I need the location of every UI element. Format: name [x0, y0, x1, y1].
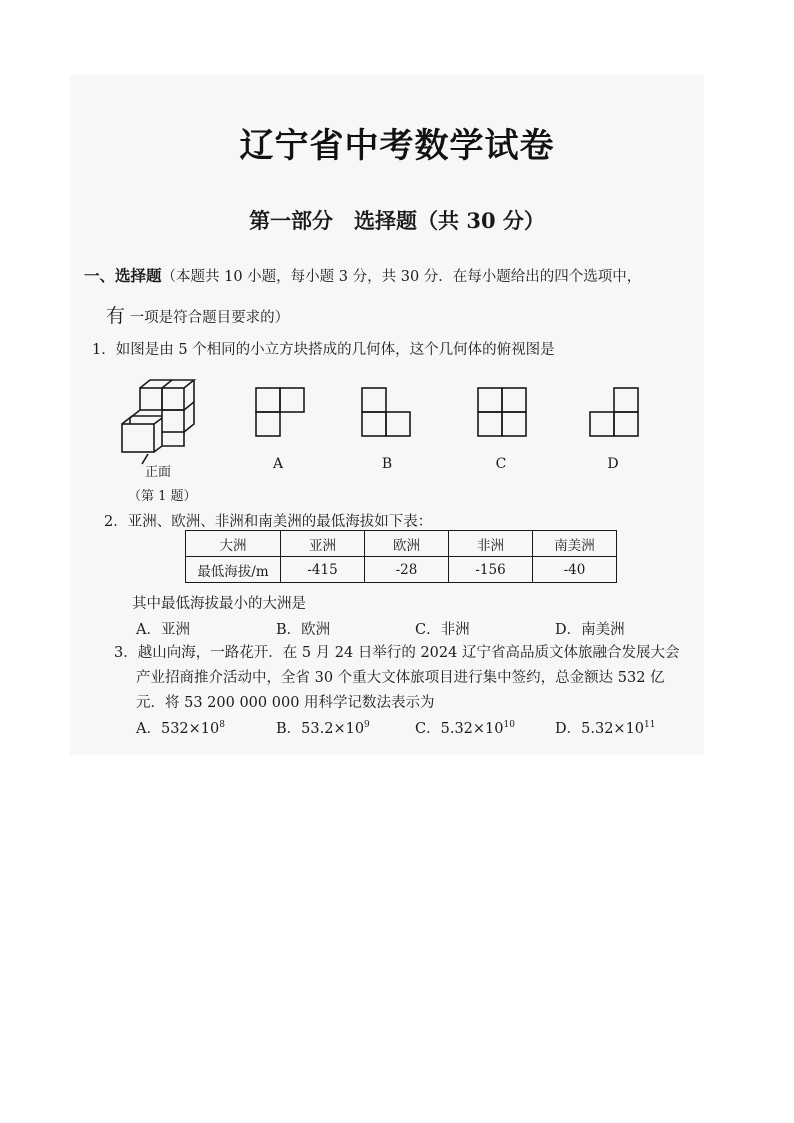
front-view-label: 正面 [145, 465, 172, 480]
q3-option-c-base: 5.32×10 [440, 721, 504, 737]
q3-option-d-base: 5.32×10 [581, 721, 645, 737]
q3-option-b-exponent: 9 [364, 720, 370, 730]
q1-solid-figure [118, 378, 198, 458]
q3-option-d-label: D． [555, 721, 582, 737]
q3-option-a-exponent: 8 [219, 720, 225, 730]
table-cell: -40 [533, 557, 617, 583]
table-header-cell: 非洲 [449, 531, 533, 557]
question-1-number: 1． [92, 342, 116, 358]
q1-option-b-figure [362, 388, 412, 438]
q3-option-b-base: 53.2×10 [301, 721, 365, 737]
q3-option-a-label: A． [136, 721, 161, 737]
q3-option-a-base: 532×10 [160, 721, 220, 737]
table-cell: 最低海拔/m [186, 557, 281, 583]
table-cell: -28 [365, 557, 449, 583]
q1-option-c-label: C [495, 456, 507, 472]
question-1 [92, 338, 555, 359]
question-3-text-1: 越山向海，一路花开．在 5 月 24 日举行的 2024 辽宁省高品质文体旅融合发展大会 [137, 645, 680, 661]
q3-option-a [136, 717, 225, 738]
q2-option-b: B．欧洲 [276, 622, 331, 638]
table-cell: -415 [281, 557, 365, 583]
question-1-stem: 如图是由 5 个相同的小立方块搭成的几何体，这个几何体的俯视图是 [115, 342, 555, 358]
q3-option-d-exponent: 11 [644, 720, 656, 730]
instruction-rest: 一项是符合题目要求的） [129, 310, 290, 326]
q3-option-c-exponent: 10 [503, 720, 515, 730]
q3-option-b-label: B． [276, 721, 302, 737]
q2-option-d: D．南美洲 [555, 622, 625, 638]
question-2-number: 2． [104, 514, 128, 530]
exam-title: 辽宁省中考数学试卷 [239, 126, 555, 166]
q1-option-d-figure [590, 388, 640, 438]
table-header-cell: 亚洲 [281, 531, 365, 557]
question-3-line1 [114, 641, 704, 662]
q3-option-b [276, 717, 370, 738]
q1-option-d-label: D [607, 456, 619, 472]
table-header-cell: 欧洲 [365, 531, 449, 557]
figure-1-caption: （第 1 题） [128, 489, 197, 504]
q2-option-a: A．亚洲 [136, 622, 190, 638]
question-3-line2: 产业招商推介活动中，全省 30 个重大文体旅项目进行集中签约，总金额达 532 亿 [136, 670, 665, 686]
table-header-row [186, 531, 617, 557]
table-row [186, 557, 617, 583]
q1-option-a-label: A [272, 456, 284, 472]
section-instruction-line1 [84, 264, 641, 286]
section-instruction: （本题共 10 小题，每小题 3 分，共 30 分．在每小题给出的四个选项中， [161, 269, 642, 285]
q2-option-c: C．非洲 [415, 622, 470, 638]
altitude-table [185, 530, 617, 583]
question-3-number: 3． [114, 645, 138, 661]
table-header-cell: 大洲 [186, 531, 281, 557]
question-2 [104, 510, 432, 531]
table-header-cell: 南美洲 [533, 531, 617, 557]
part-heading: 第一部分 选择题（共 30 分） [249, 208, 545, 233]
q3-option-d [555, 717, 655, 738]
q1-option-c-figure [478, 388, 528, 438]
question-2-prompt: 其中最低海拔最小的大洲是 [132, 596, 306, 612]
question-2-stem: 亚洲、欧洲、非洲和南美洲的最低海拔如下表： [127, 514, 433, 530]
question-3-line3: 元．将 53 200 000 000 用科学记数法表示为 [136, 695, 435, 711]
q3-option-c-label: C． [415, 721, 441, 737]
section-label: 一、选择题 [84, 266, 162, 285]
instruction-lead-char: 有 [106, 305, 126, 327]
q1-option-b-label: B [381, 456, 393, 472]
q3-option-c [415, 717, 515, 738]
table-cell: -156 [449, 557, 533, 583]
q1-option-a-figure [256, 388, 306, 438]
section-instruction-line2 [106, 301, 289, 328]
